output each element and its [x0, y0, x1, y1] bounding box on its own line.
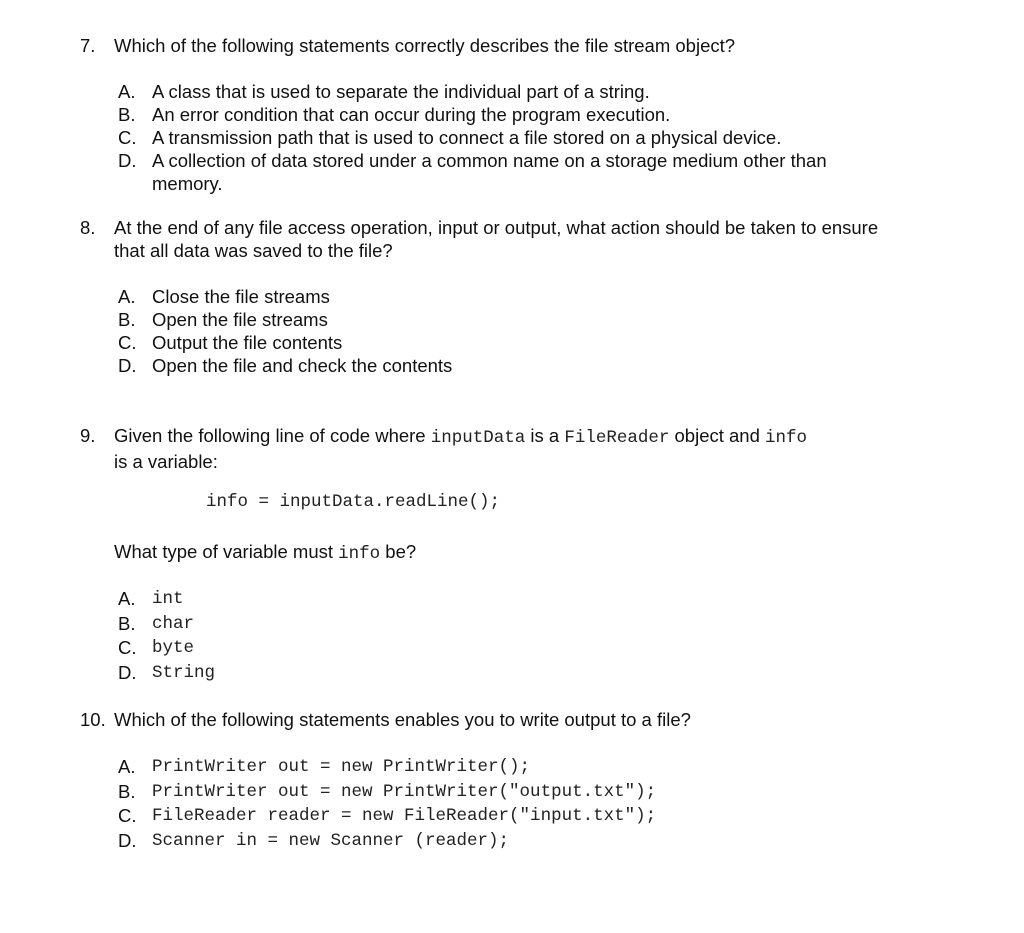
- followup-text: [114, 540, 900, 566]
- option-a: [118, 285, 900, 308]
- option-text: A transmission path that is used to connect a file stored on a physical device.: [152, 127, 782, 148]
- option-letter: D.: [118, 150, 137, 171]
- question-10: [80, 708, 900, 853]
- question-text: Which of the following statements correctly describes the file stream object?: [114, 35, 736, 56]
- question-7-options: [118, 80, 900, 195]
- option-code: PrintWriter out = new PrintWriter();: [152, 757, 531, 777]
- option-letter: A.: [118, 286, 136, 307]
- question-9-stem: [80, 424, 900, 473]
- option-d: [118, 829, 900, 854]
- option-code: int: [152, 589, 184, 609]
- option-text: Open the file streams: [152, 309, 328, 330]
- option-d: [118, 661, 900, 686]
- option-b: [118, 780, 900, 805]
- inline-code: FileReader: [564, 428, 670, 448]
- question-text: At the end of any file access operation, input or output, what action should be taken to ensure that all data was saved to the file?: [114, 217, 879, 261]
- question-9-followup: [80, 540, 900, 566]
- option-code: Scanner in = new Scanner (reader);: [152, 830, 510, 851]
- question-8: [80, 216, 900, 377]
- option-letter: B.: [118, 612, 136, 634]
- option-text: Close the file streams: [152, 286, 330, 307]
- question-7: [80, 34, 900, 195]
- followup-line: [80, 540, 900, 566]
- option-a: [118, 80, 900, 103]
- option-letter: C.: [118, 332, 137, 353]
- option-code: FileReader reader = new FileReader("input.txt");: [152, 806, 657, 826]
- question-number: 10.: [80, 709, 106, 730]
- option-b: [118, 308, 900, 331]
- option-a: [118, 755, 900, 780]
- question-text: [114, 424, 900, 450]
- option-letter: C.: [118, 805, 137, 826]
- question-number: 7.: [80, 35, 96, 56]
- option-letter: A.: [118, 81, 136, 102]
- code-snippet: info = inputData.readLine();: [206, 492, 501, 512]
- option-c: [118, 331, 900, 354]
- option-d: [118, 149, 900, 195]
- question-text: Which of the following statements enables you to write output to a file?: [114, 709, 691, 730]
- option-text: An error condition that can occur during the program execution.: [152, 104, 671, 125]
- followup-text-part: be?: [380, 541, 417, 562]
- option-text: Output the file contents: [152, 332, 343, 353]
- option-letter: D.: [118, 829, 137, 851]
- question-7-stem: [80, 34, 900, 57]
- option-letter: D.: [118, 355, 137, 376]
- option-code: String: [152, 662, 216, 683]
- option-c: [118, 126, 900, 149]
- question-10-options: [118, 755, 900, 853]
- option-a: [118, 587, 900, 612]
- option-letter: B.: [118, 104, 136, 125]
- question-number: 8.: [80, 217, 96, 238]
- question-number: 9.: [80, 425, 96, 446]
- option-code: PrintWriter out = new PrintWriter("output.txt");: [152, 781, 657, 802]
- option-letter: A.: [118, 756, 136, 777]
- option-text: A collection of data stored under a common name on a storage medium other than memory.: [152, 150, 827, 194]
- question-9: [80, 424, 900, 473]
- option-letter: B.: [118, 780, 136, 802]
- option-letter: C.: [118, 127, 137, 148]
- option-b: [118, 612, 900, 637]
- option-letter: B.: [118, 309, 136, 330]
- question-10-stem: [80, 708, 900, 731]
- options-list: [118, 587, 900, 685]
- question-text-part: is a: [525, 425, 565, 446]
- followup-text-part: What type of variable must: [114, 541, 339, 562]
- option-code: char: [152, 613, 195, 634]
- question-8-stem: [80, 216, 900, 262]
- option-letter: A.: [118, 588, 136, 609]
- question-9-options: [80, 587, 900, 685]
- option-text: A class that is used to separate the individual part of a string.: [152, 81, 650, 102]
- option-letter: C.: [118, 637, 137, 658]
- option-c: [118, 636, 900, 661]
- inline-code: inputData: [430, 428, 526, 448]
- inline-code: info: [765, 428, 808, 448]
- question-text-continued: is a variable:: [114, 451, 218, 472]
- inline-code: info: [338, 544, 381, 564]
- option-letter: D.: [118, 661, 137, 683]
- option-c: [118, 804, 900, 829]
- question-text-part: object and: [669, 425, 766, 446]
- option-text: Open the file and check the contents: [152, 355, 453, 376]
- question-text-part: Given the following line of code where: [114, 425, 431, 446]
- option-code: byte: [152, 638, 195, 658]
- option-b: [118, 103, 900, 126]
- option-d: [118, 354, 900, 377]
- question-8-options: [118, 285, 900, 377]
